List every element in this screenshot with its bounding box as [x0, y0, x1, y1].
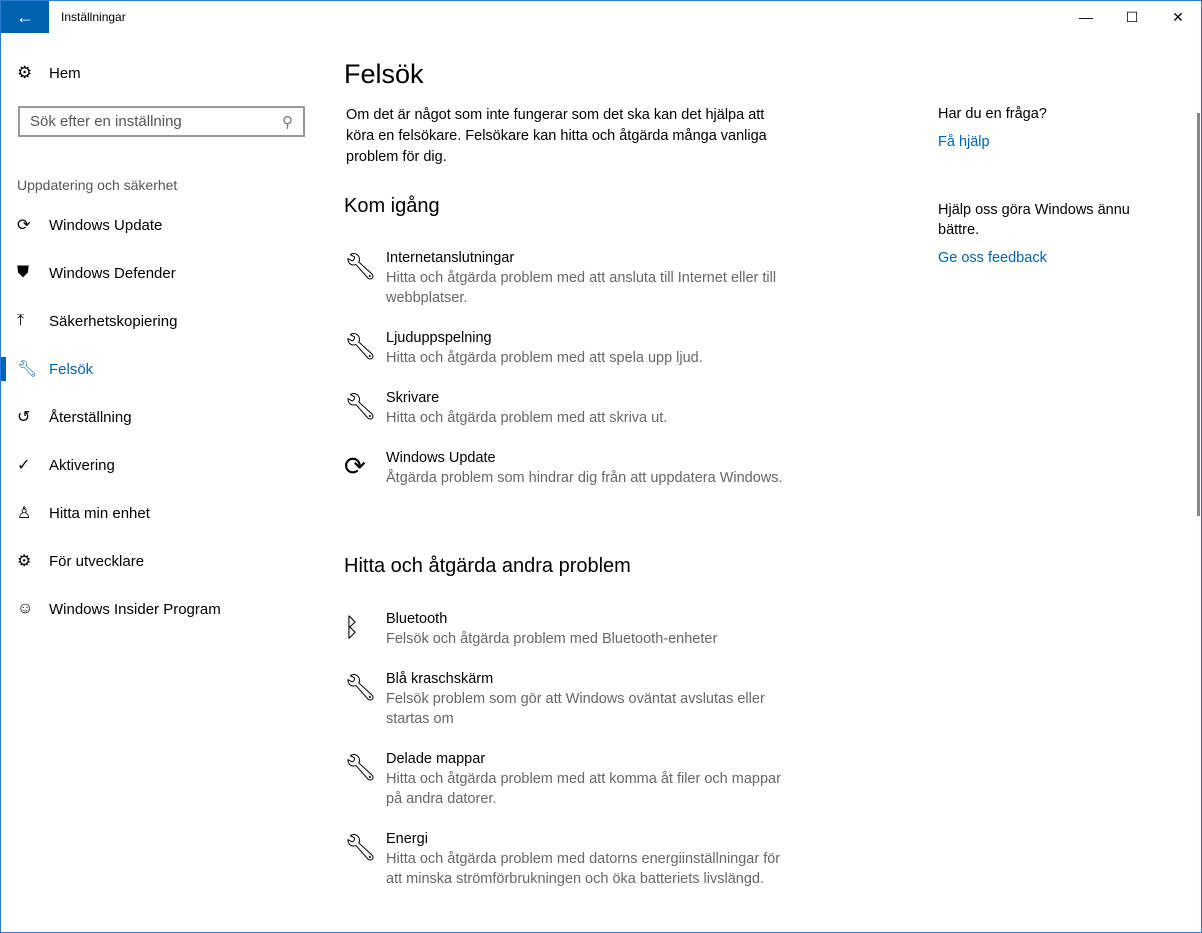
- troubleshooter-desc: Hitta och åtgärda problem med att skriva ut.: [386, 410, 668, 426]
- page-title: Felsök: [344, 59, 424, 89]
- sidebar-item-label: Windows Update: [49, 216, 163, 234]
- sidebar-item-label: Windows Insider Program: [49, 600, 221, 618]
- troubleshooter-title: Internetanslutningar: [386, 250, 515, 266]
- sidebar-item[interactable]: [1, 537, 321, 585]
- troubleshooter-desc: Hitta och åtgärda problem med att spela upp ljud.: [386, 350, 703, 366]
- sidebar-item-label: Windows Defender: [49, 264, 176, 282]
- feedback-link[interactable]: Ge oss feedback: [938, 250, 1047, 266]
- troubleshooter-item[interactable]: [344, 388, 804, 428]
- sidebar-item[interactable]: [1, 345, 321, 393]
- troubleshooter-title: Windows Update: [386, 450, 496, 466]
- nav-icon: 🔧︎: [17, 361, 38, 378]
- troubleshooter-icon: 🔧︎: [344, 331, 378, 361]
- troubleshooter-desc: Hitta och åtgärda problem med datorns energiinställningar för att minska strömförbrukningen och öka batteriets livslängd.: [386, 851, 781, 887]
- back-arrow-icon: ←: [16, 6, 34, 27]
- troubleshooter-title: Blå kraschskärm: [386, 671, 494, 687]
- troubleshooter-desc: Felsök problem som gör att Windows oväntat avslutas eller startas om: [386, 691, 765, 727]
- sidebar-item[interactable]: [1, 249, 321, 297]
- help-panel: [938, 104, 1168, 268]
- sidebar-item[interactable]: [1, 441, 321, 489]
- troubleshooter-icon: 🔧︎: [344, 752, 378, 782]
- troubleshooter-icon: 🔧︎: [344, 672, 378, 702]
- section-heading-other: Hitta och åtgärda andra problem: [344, 555, 631, 577]
- sidebar-item-label: Hitta min enhet: [49, 504, 150, 522]
- troubleshooter-item[interactable]: [344, 248, 804, 308]
- troubleshooter-title: Bluetooth: [386, 611, 448, 627]
- title-bar: [1, 1, 1201, 33]
- maximize-button[interactable]: ☐: [1125, 8, 1139, 25]
- search-input[interactable]: [18, 106, 305, 137]
- scrollbar[interactable]: [1197, 113, 1200, 516]
- sidebar-item-label: Felsök: [49, 360, 94, 378]
- sidebar-item-label: För utvecklare: [49, 552, 145, 570]
- troubleshooter-title: Ljuduppspelning: [386, 330, 492, 346]
- sidebar-item[interactable]: [1, 393, 321, 441]
- troubleshooter-title: Delade mappar: [386, 751, 486, 767]
- troubleshooter-icon: ⟳: [344, 451, 366, 481]
- troubleshooter-desc: Hitta och åtgärda problem med att ansluta till Internet eller till webbplatser.: [386, 270, 777, 306]
- nav-icon: ✓: [17, 457, 31, 474]
- sidebar-item-label: Återställning: [49, 408, 132, 426]
- troubleshooter-icon: 🔧︎: [344, 832, 378, 862]
- app-title: Inställningar: [61, 10, 126, 24]
- sidebar-item[interactable]: [1, 201, 321, 249]
- get-help-link[interactable]: Få hjälp: [938, 134, 990, 150]
- minimize-button[interactable]: —: [1079, 9, 1093, 25]
- feedback-text: Hjälp oss göra Windows ännu bättre.: [938, 202, 1130, 238]
- gear-icon: ⚙: [17, 63, 33, 82]
- nav-icon: ⚙: [17, 553, 32, 570]
- troubleshooter-desc: Felsök och åtgärda problem med Bluetooth-enheter: [386, 631, 718, 647]
- troubleshooter-item[interactable]: [344, 609, 804, 649]
- troubleshooter-desc: Åtgärda problem som hindrar dig från att uppdatera Windows.: [386, 470, 783, 486]
- sidebar-item-label: Aktivering: [49, 456, 115, 474]
- troubleshooter-item[interactable]: [344, 829, 804, 889]
- nav-icon: ⟳: [17, 217, 31, 234]
- intro-text: Om det är något som inte fungerar som det ska kan det hjälpa att köra en felsökare. Felsökare kan hitta och åtgärda många vanliga problem för dig.: [346, 107, 767, 165]
- sidebar-item[interactable]: [1, 489, 321, 537]
- sidebar-item[interactable]: [1, 585, 321, 633]
- troubleshooter-title: Energi: [386, 831, 428, 847]
- back-button[interactable]: [1, 1, 49, 33]
- troubleshooter-desc: Hitta och åtgärda problem med att komma åt filer och mappar på andra datorer.: [386, 771, 781, 807]
- troubleshooter-icon: ᛒ: [344, 612, 360, 642]
- home-label: Hem: [49, 64, 81, 82]
- home-link[interactable]: [17, 63, 81, 83]
- troubleshooter-item[interactable]: [344, 669, 804, 729]
- section-heading-get-started: Kom igång: [344, 195, 440, 217]
- sidebar-item[interactable]: [1, 297, 321, 345]
- nav-icon: ⤒: [17, 312, 25, 329]
- nav-icon: ⛊: [17, 264, 30, 281]
- close-button[interactable]: ✕: [1172, 8, 1184, 25]
- troubleshooter-icon: 🔧︎: [344, 251, 378, 281]
- search-placeholder: Sök efter en inställning: [30, 113, 182, 130]
- troubleshooter-item[interactable]: [344, 749, 804, 809]
- troubleshooter-item[interactable]: [344, 328, 804, 368]
- troubleshooter-icon: 🔧︎: [344, 391, 378, 421]
- troubleshooter-title: Skrivare: [386, 390, 440, 406]
- group-heading: Uppdatering och säkerhet: [17, 177, 178, 193]
- search-icon: ⚲: [282, 113, 293, 131]
- sidebar-item-label: Säkerhetskopiering: [49, 312, 178, 330]
- troubleshooter-item[interactable]: [344, 448, 804, 488]
- question-text: Har du en fråga?: [938, 106, 1047, 122]
- nav-icon: ↺: [17, 409, 31, 426]
- nav-icon: ♙: [17, 505, 32, 522]
- nav-icon: ☺: [17, 600, 34, 617]
